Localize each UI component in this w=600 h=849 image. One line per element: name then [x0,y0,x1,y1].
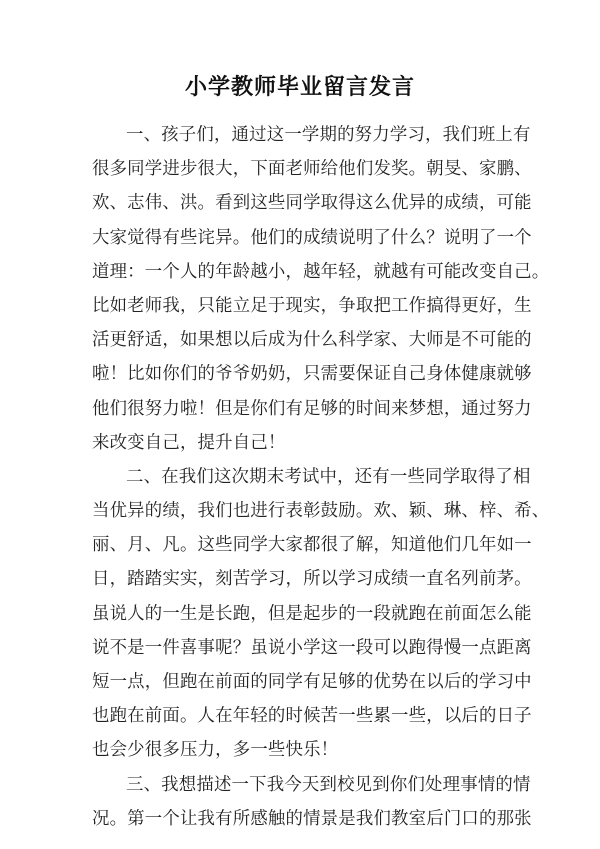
text-line: 一、孩子们，通过这一学期的努力学习，我们班上有 [126,125,531,145]
text-line: 比如老师我，只能立足于现实，争取把工作搞得更好，生 [92,295,532,316]
text-line: 来改变自己，提升自己！ [92,432,286,453]
text-line: 三、我想描述一下我今天到校见到你们处理事情的情 [126,774,531,795]
document-body [92,118,550,836]
document-title: 小学教师毕业留言发言 [184,74,415,100]
text-line: 二、在我们这次期末考试中，还有一些同学取得了相 [126,466,531,487]
text-line: 也会少很多压力，多一些快乐！ [92,740,339,761]
text-line: 况。第一个让我有所感触的情景是我们教室后门口的那张 [92,808,532,829]
text-line: 很多同学进步很大，下面老师给他们发奖。朝旻、家鹏、 [92,159,532,180]
text-line: 日，踏踏实实，刻苦学习，所以学习成绩一直名列前茅。 [92,569,532,590]
text-line: 道理：一个人的年龄越小，越年轻，就越有可能改变自己。 [92,261,550,282]
text-line: 也跑在前面。人在年轻的时候苦一些累一些，以后的日子 [92,706,532,727]
text-line: 说不是一件喜事呢？虽说小学这一段可以跑得慢一点距离 [92,637,532,658]
text-line: 大家觉得有些诧异。他们的成绩说明了什么？说明了一个 [92,227,532,248]
text-line: 啦！比如你们的爷爷奶奶，只需要保证自己身体健康就够 [92,364,532,385]
text-line: 虽说人的一生是长跑，但是起步的一段就跑在前面怎么能 [92,603,532,624]
text-line: 他们很努力啦！但是你们有足够的时间来梦想，通过努力 [92,398,532,419]
text-line: 短一点，但跑在前面的同学有足够的优势在以后的学习中 [92,672,532,692]
text-line: 欢、志伟、洪。看到这些同学取得这么优异的成绩，可能 [92,193,532,214]
text-line: 当优异的绩，我们也进行表彰鼓励。欢、颖、琳、梓、希、 [92,501,550,522]
text-line: 丽、月、凡。这些同学大家都很了解，知道他们几年如一 [92,535,532,556]
text-line: 活更舒适，如果想以后成为什么科学家、大师是不可能的 [92,330,532,351]
